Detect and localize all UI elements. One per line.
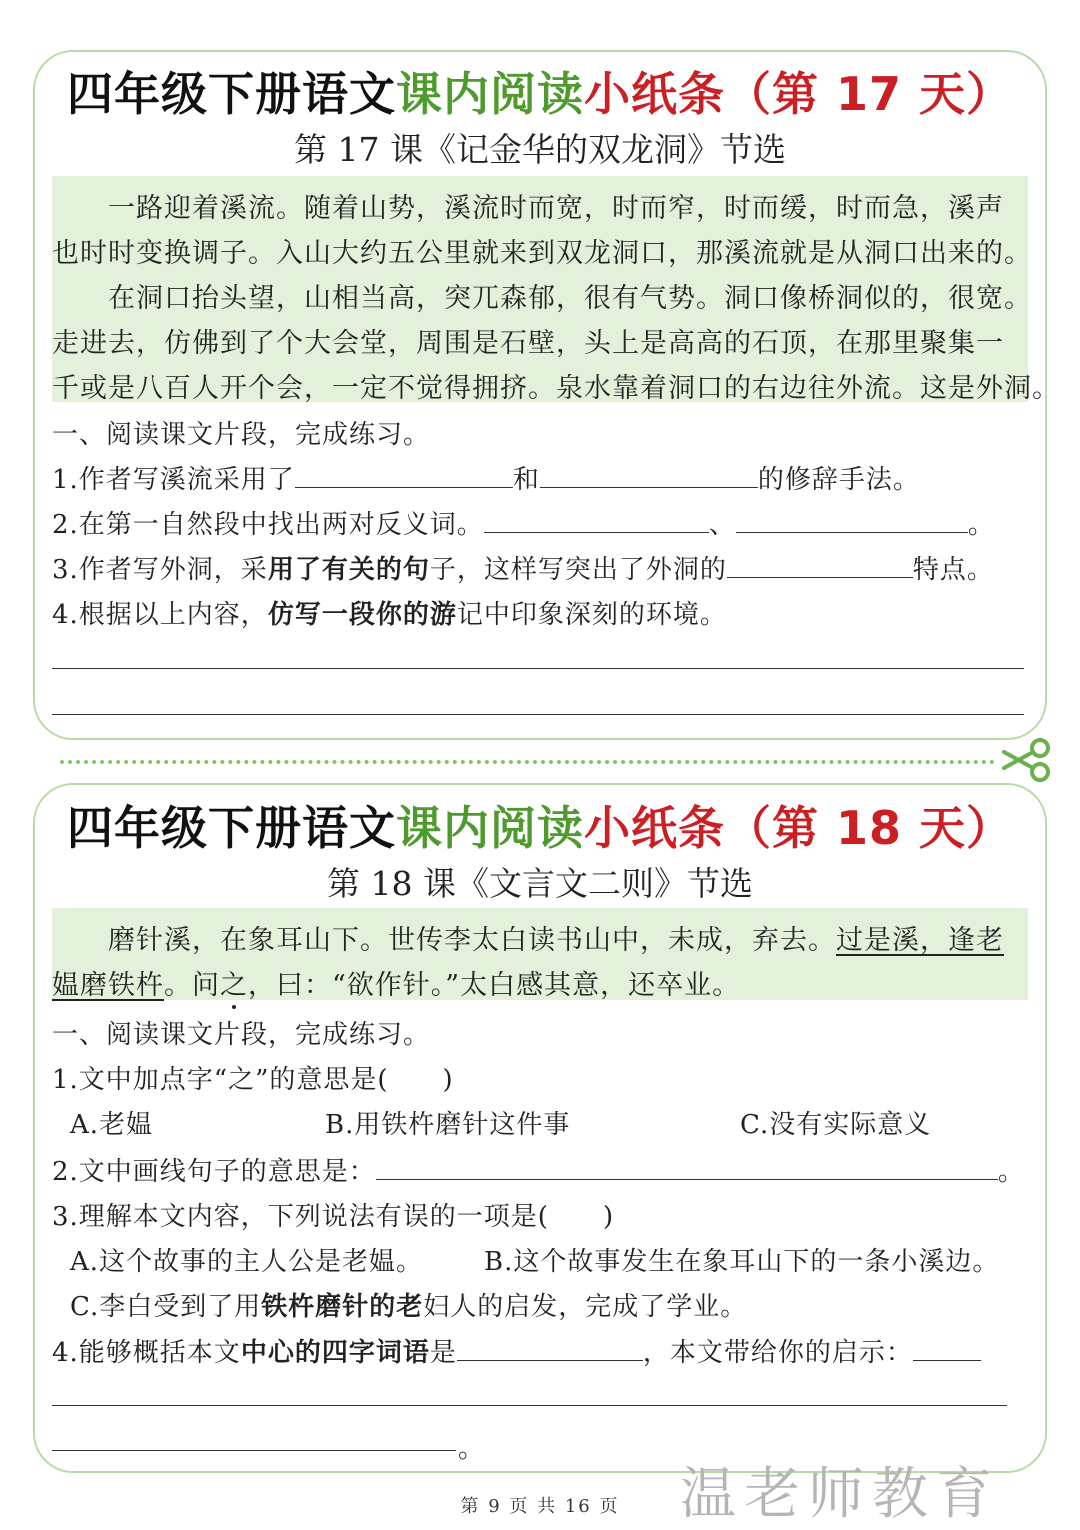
q3-option-a[interactable]: A.这个故事的主人公是老媪。 — [70, 1247, 424, 1277]
answer-blank[interactable] — [727, 551, 913, 578]
question-text: 是 — [429, 1338, 457, 1368]
writing-line[interactable] — [52, 714, 1024, 715]
passage-line: 也时时变换调子。入山大约五公里就来到双龙洞口，那溪流就是从洞口出来的。 — [52, 238, 1032, 269]
card1-section-heading: 一、阅读课文片段，完成练习。 — [52, 420, 431, 450]
title-part-grade: 四年级下册语文 — [66, 801, 396, 855]
watermark-text: 温老师教育 — [680, 1462, 1000, 1527]
q1-option-b[interactable]: B.用铁杵磨针这件事 — [325, 1110, 571, 1140]
question-text: 2.文中画线句子的意思是： — [52, 1157, 376, 1187]
card2-title — [0, 792, 1080, 858]
card1-question-1 — [52, 459, 920, 496]
cut-line — [60, 760, 995, 764]
passage-text: ，曰：“欲作针。”太白感其意，还卒业。 — [248, 970, 741, 1001]
question-text: 记中印象深刻的环境。 — [456, 600, 727, 630]
answer-blank[interactable] — [376, 1153, 998, 1180]
question-text: 。 — [997, 1157, 1025, 1187]
question-text: 、 — [708, 510, 736, 540]
option-text: 妇人的启发，完成了学业。 — [423, 1292, 748, 1322]
passage-line: 千或是八百人开个会，一定不觉得拥挤。泉水靠着洞口的右边往外流。这是外洞。 — [52, 373, 1060, 404]
end-mark: 。 — [458, 1434, 486, 1464]
option-text-bold: 铁杵磨针的老 — [261, 1292, 424, 1322]
title-part-reading: 课内阅读 — [395, 67, 584, 121]
question-text: 2.在第一自然段中找出两对反义词。 — [52, 510, 484, 540]
card2-passage — [52, 908, 1028, 1000]
card2-section-heading: 一、阅读课文片段，完成练习。 — [52, 1020, 431, 1050]
writing-line[interactable] — [52, 1450, 456, 1451]
question-text: 4.根据以上内容， — [52, 600, 268, 630]
q1-option-c[interactable]: C.没有实际意义 — [740, 1110, 932, 1140]
card1-passage — [52, 176, 1060, 404]
underlined-sentence: 媪磨铁杵 — [52, 970, 164, 1001]
underlined-sentence: 过是溪，逢老 — [836, 925, 1004, 956]
title-part-reading: 课内阅读 — [395, 801, 584, 855]
question-text: 4.能够概括本文 — [52, 1338, 241, 1368]
card2-question-3: 3.理解本文内容，下列说法有误的一项是( ) — [52, 1202, 615, 1232]
answer-blank[interactable] — [736, 506, 968, 533]
card1-question-2 — [52, 504, 995, 541]
passage-line — [52, 963, 740, 1002]
answer-blank[interactable] — [457, 1334, 643, 1361]
question-text: 3.作者写外洞，采 — [52, 555, 268, 585]
title-part-day: 小纸条（第 18 天） — [583, 801, 1014, 855]
question-text: ，本文带给你的启示： — [642, 1338, 913, 1368]
card1-question-4 — [52, 594, 727, 631]
question-text-bold: 中心的四字词语 — [240, 1338, 430, 1368]
answer-blank[interactable] — [913, 1334, 981, 1361]
answer-blank[interactable] — [484, 506, 709, 533]
passage-line: 一路迎着溪流。随着山势，溪流时而宽，时而窄，时而缓，时而急，溪声 — [108, 193, 1004, 224]
q1-option-a[interactable]: A.老媪 — [70, 1110, 154, 1140]
option-text: C.李白受到了用 — [70, 1292, 262, 1322]
question-text: 子，这样写突出了外洞的 — [429, 555, 727, 585]
question-text: 1.作者写溪流采用了 — [52, 465, 295, 495]
question-text: 。 — [967, 510, 995, 540]
answer-blank[interactable] — [540, 461, 758, 488]
passage-line: 走进去，仿佛到了个大会堂，周围是石壁，头上是高高的石顶，在那里聚集一 — [52, 328, 1004, 359]
dotted-character: 之 — [220, 970, 248, 1001]
card2-question-4 — [52, 1332, 981, 1369]
question-text: 和 — [512, 465, 540, 495]
answer-blank[interactable] — [295, 461, 513, 488]
question-text: 特点。 — [912, 555, 994, 585]
passage-line: 在洞口抬头望，山相当高，突兀森郁，很有气势。洞口像桥洞似的，很宽。 — [108, 283, 1032, 314]
passage-line — [108, 918, 1004, 957]
writing-line[interactable] — [52, 1405, 1007, 1406]
writing-line[interactable] — [52, 668, 1024, 669]
question-text: 的修辞手法。 — [757, 465, 920, 495]
scissors-icon — [1000, 738, 1056, 784]
card1-subtitle: 第 17 课《记金华的双龙洞》节选 — [294, 130, 786, 169]
title-part-grade: 四年级下册语文 — [66, 67, 396, 121]
question-text-bold: 仿写一段你的游 — [267, 600, 457, 630]
q3-option-b[interactable]: B.这个故事发生在象耳山下的一条小溪边。 — [484, 1247, 1000, 1277]
card1-question-3 — [52, 549, 994, 586]
page-number: 第 9 页 共 16 页 — [460, 1496, 620, 1517]
passage-text: 。问 — [164, 970, 220, 1001]
passage-text: 磨针溪，在象耳山下。世传李太白读书山中，未成，弃去。 — [108, 925, 836, 956]
q3-option-c[interactable] — [70, 1286, 747, 1323]
question-text-bold: 用了有关的句 — [267, 555, 430, 585]
card2-subtitle: 第 18 课《文言文二则》节选 — [327, 864, 753, 903]
card2-question-1: 1.文中加点字“之”的意思是( ) — [52, 1065, 454, 1095]
card1-title — [0, 58, 1080, 124]
title-part-day: 小纸条（第 17 天） — [583, 67, 1014, 121]
card2-question-2 — [52, 1151, 1025, 1188]
